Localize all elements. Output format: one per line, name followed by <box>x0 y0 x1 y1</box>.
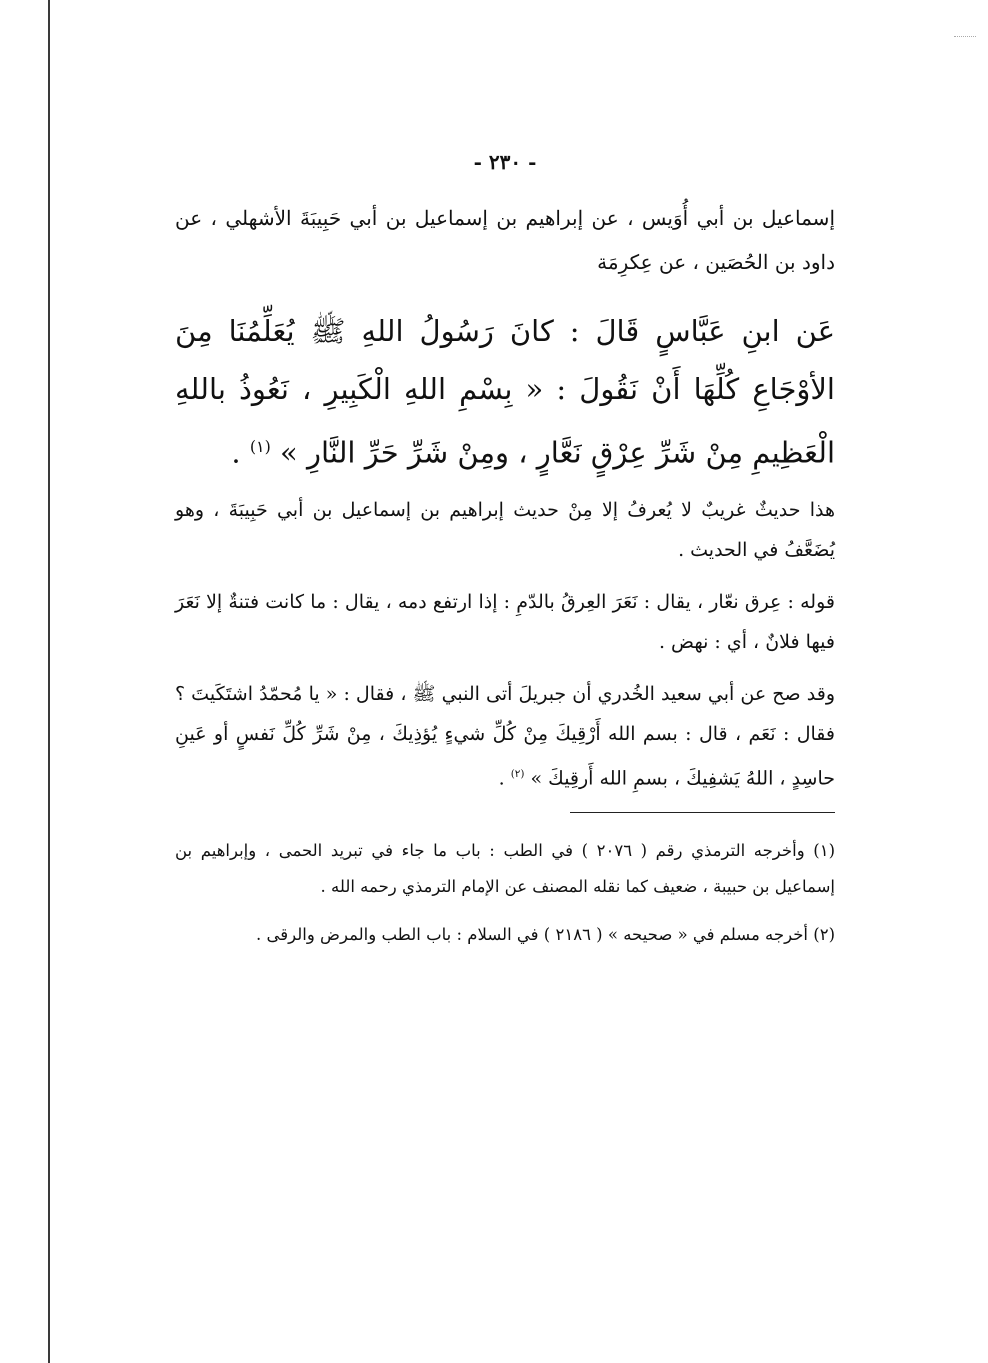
word-explanation: قوله : عِرق نعّار ، يقال : نَعَرَ العِرقُ بالدّمِ : إذا ارتفع دمه ، يقال : ما كانت فتنةٌ إلا نَعَرَ فيها فلانٌ ، أي : نهض . <box>175 590 835 653</box>
hadith-text: عَن ابنِ عَبَّاسٍ قَالَ : كانَ رَسُولُ اللهِ ﷺ يُعَلِّمُنَا مِنَ الأوْجَاعِ كُلِّهَا أَنْ نَقُولَ : « بِسْمِ اللهِ الْكَبِيرِ ، نَعُوذُ باللهِ الْعَظِيمِ مِنْ شَرِّ عِرْقٍ نَعَّارٍ ، ومِنْ شَرِّ حَرِّ النَّارِ » $^{(١)}$ . <box>175 314 835 470</box>
footnote-2: (٢) أخرجه مسلم في « صحيحه » ( ٢١٨٦ ) في السلام : باب الطب والمرض والرقى . <box>256 924 835 944</box>
footnote-ref-1: (١) <box>249 437 271 456</box>
footnote-ref-2: (٢) <box>510 767 525 780</box>
second-hadith: وقد صح عن أبي سعيد الخُدري أن جبريلَ أتى النبي ﷺ ، فقال : « يا مُحمّدُ اشتَكَيتَ ؟ فقال : نَعَم ، قال : بسم الله أَرْقِيكَ مِنْ كُلِّ شيءٍ يُؤذِيكَ ، مِنْ شَرِّ كُلِّ نَفسٍ أو عَينِ حاسِدٍ ، اللهُ يَشفِيكَ ، بسمِ الله أَرقِيكَ » $^{(٢)}$ . <box>175 682 835 789</box>
chain-of-narration: إسماعيل بن أبي أُوَيس ، عن إبراهيم بن إسماعيل بن أبي حَبِيبَةَ الأشهلي ، عن داود بن الحُصَين ، عن عِكرِمَة <box>175 206 835 274</box>
footnote-separator <box>570 812 835 813</box>
book-page <box>175 150 835 965</box>
hadith-grading: هذا حديثٌ غريبٌ لا يُعرفُ إلا مِنْ حديث إبراهيم بن إسماعيل بن أبي حَبِيبَةَ ، وهو يُضَعَّفُ في الحديث . <box>175 498 835 561</box>
footnote-1: (١) وأخرجه الترمذي رقم ( ٢٠٧٦ ) في الطب : باب ما جاء في تبريد الحمى ، وإبراهيم بن إسماعيل بن حبيبة ، ضعيف كما نقله المصنف عن الإمام الترمذي رحمه الله . <box>175 840 835 896</box>
corner-mark <box>954 36 976 38</box>
binding-edge-line <box>48 0 50 1363</box>
hadith-body: عَن ابنِ عَبَّاسٍ قَالَ : كانَ رَسُولُ اللهِ ﷺ يُعَلِّمُنَا مِنَ الأوْجَاعِ كُلِّهَا أَنْ نَقُولَ : « بِسْمِ اللهِ الْكَبِيرِ ، نَعُوذُ باللهِ الْعَظِيمِ مِنْ شَرِّ عِرْقٍ نَعَّارٍ ، ومِنْ شَرِّ حَرِّ النَّارِ » <box>175 314 835 470</box>
page-number: - ٢٣٠ - <box>473 150 537 174</box>
second-hadith-body: وقد صح عن أبي سعيد الخُدري أن جبريلَ أتى النبي ﷺ ، فقال : « يا مُحمّدُ اشتَكَيتَ ؟ فقال : نَعَم ، قال : بسم الله أَرْقِيكَ مِنْ كُلِّ شيءٍ يُؤذِيكَ ، مِنْ شَرِّ كُلِّ نَفسٍ أو عَينِ حاسِدٍ ، اللهُ يَشفِيكَ ، بسمِ الله أَرقِيكَ » <box>175 682 835 789</box>
